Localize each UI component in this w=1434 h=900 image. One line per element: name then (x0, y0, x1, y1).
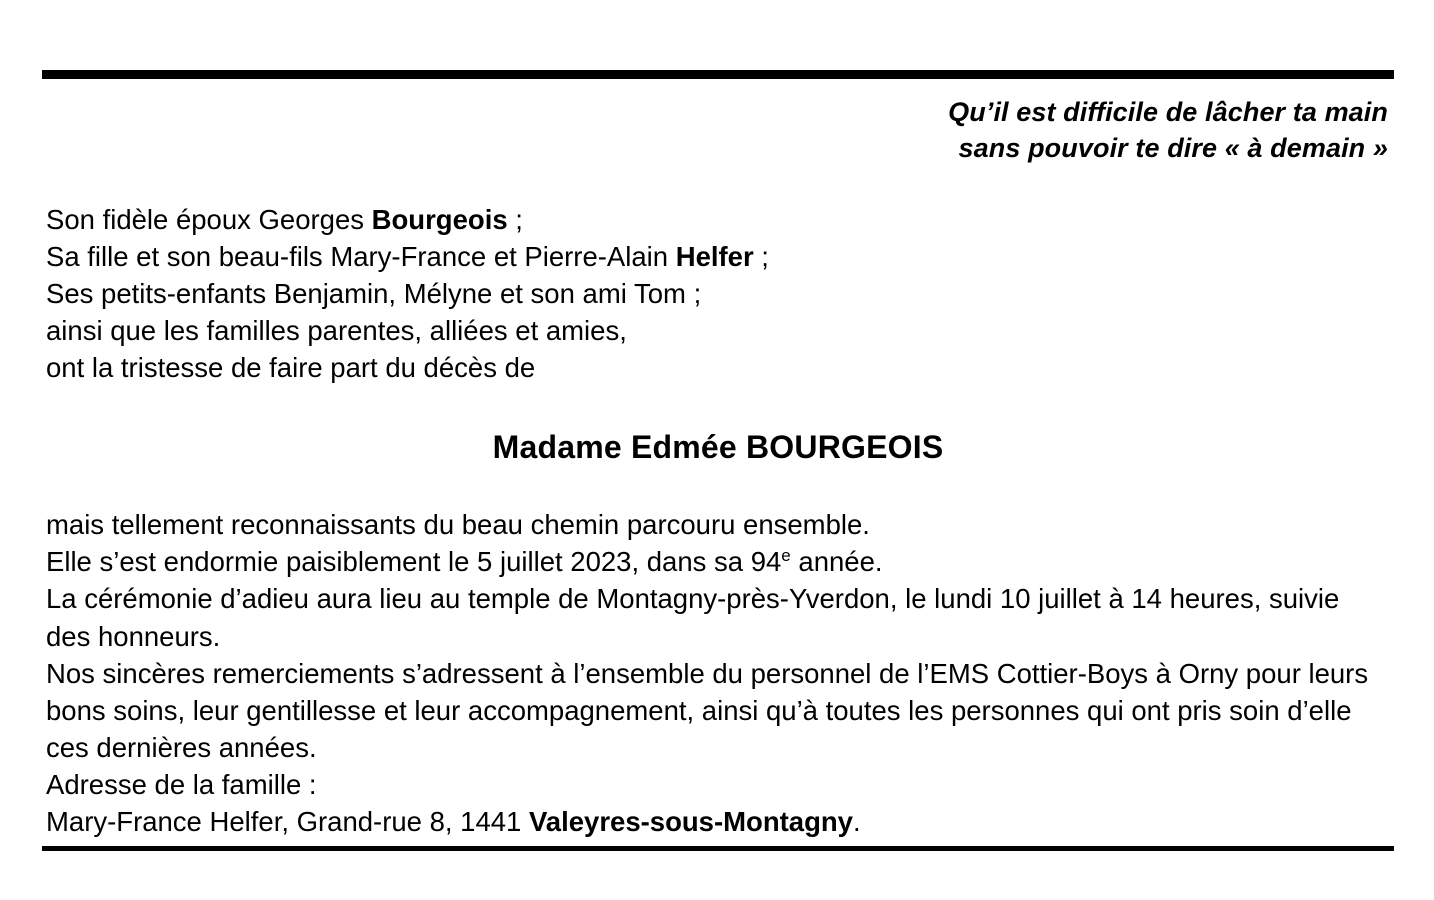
deceased-name: Madame Edmée BOURGEOIS (492, 429, 944, 466)
address-locality: Valeyres-sous-Montagny (528, 806, 853, 838)
epigraph-line-1: Qu’il est difficile de lâcher ta main (948, 97, 1388, 127)
survivors-line-1-prefix: Son fidèle époux Georges (46, 204, 372, 236)
survivors-line-4: ainsi que les familles parentes, alliées et amies, (46, 315, 627, 347)
survivors-block (42, 202, 1394, 387)
ceremony-details: La cérémonie d’adieu aura lieu au temple de Montagny-près-Yverdon, le lundi 10 juillet à 14 heures, suivie des honneurs. (46, 583, 1340, 652)
survivors-line-2 (46, 239, 1394, 276)
closing-line-2-b: année. (790, 546, 883, 578)
closing-block (42, 506, 1394, 840)
survivors-line-3: Ses petits-enfants Benjamin, Mélyne et son ami Tom ; (46, 278, 702, 310)
closing-line-1: mais tellement reconnaissants du beau chemin parcouru ensemble. (46, 509, 870, 541)
address-prefix: Mary-France Helfer, Grand-rue 8, 1441 (46, 806, 529, 838)
death-notice-card (42, 70, 1394, 851)
thanks-paragraph: Nos sincères remerciements s’adressent à l’ensemble du personnel de l’EMS Cottier-Boys à Orny pour leurs bons soins, leur gentillesse et leur accompagnement, ainsi qu’à toutes les personnes qui ont pris soin d’elle ces dernières années. (46, 657, 1369, 763)
survivors-line-2-prefix: Sa fille et son beau-fils Mary-France et Pierre-Alain (46, 241, 676, 273)
closing-line-2 (46, 543, 1384, 580)
epigraph (42, 95, 1394, 166)
survivors-line-1 (46, 202, 1394, 239)
ordinal-suffix: e (781, 546, 791, 566)
closing-line-2-a: Elle s’est endormie paisiblement le 5 juillet 2023, dans sa 94 (46, 546, 782, 578)
survivors-line-5: ont la tristesse de faire part du décès de (46, 352, 536, 384)
bottom-rule-divider (42, 846, 1394, 851)
epigraph-line-2: sans pouvoir te dire « à demain » (958, 132, 1388, 163)
survivors-line-1-surname: Bourgeois (371, 204, 508, 236)
survivors-line-2-surname: Helfer (675, 241, 754, 273)
family-address-value (46, 803, 1384, 840)
address-suffix: . (852, 806, 861, 838)
survivors-line-1-suffix: ; (507, 204, 523, 236)
family-address-label: Adresse de la famille : (46, 769, 317, 801)
survivors-line-2-suffix: ; (753, 241, 769, 273)
top-rule-divider (42, 70, 1394, 79)
